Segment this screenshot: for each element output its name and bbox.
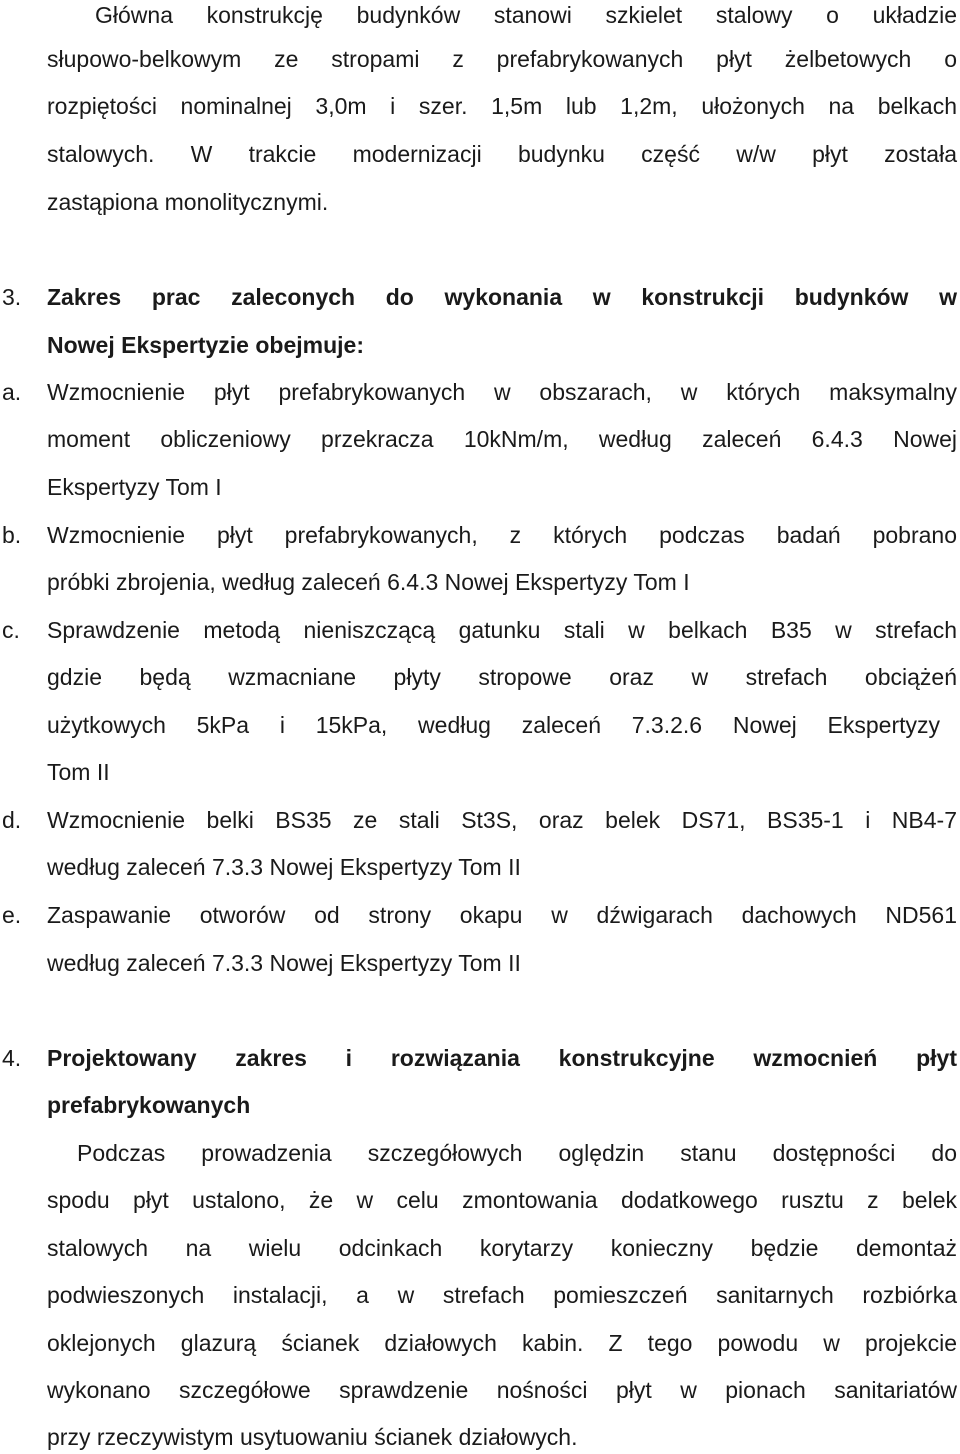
list-marker-e: e. bbox=[2, 902, 22, 928]
list-item-e-line-2: według zaleceń 7.3.3 Nowej Ekspertyzy Tom II bbox=[47, 950, 521, 976]
list-item-c-line-2: gdzie będą wzmacniane płyty stropowe oraz w strefach obciążeń bbox=[47, 664, 957, 690]
section-4-number: 4. bbox=[2, 1045, 22, 1071]
intro-line-4: stalowych. W trakcie modernizacji budynku część w/w płyt została bbox=[47, 141, 957, 167]
list-marker-c: c. bbox=[2, 617, 20, 643]
list-item-b-line-1: Wzmocnienie płyt prefabrykowanych, z których podczas badań pobrano bbox=[47, 522, 957, 548]
section-3-heading-line-2: Nowej Ekspertyzie obejmuje: bbox=[47, 332, 364, 358]
section-4-paragraph-line-7: przy rzeczywistym usytuowaniu ścianek działowych. bbox=[47, 1424, 578, 1450]
list-item-a-line-2: moment obliczeniowy przekracza 10kNm/m, według zaleceń 6.4.3 Nowej bbox=[47, 426, 957, 452]
section-4-heading-line-2: prefabrykowanych bbox=[47, 1092, 251, 1118]
intro-line-1: Główna konstrukcję budynków stanowi szkielet stalowy o układzie bbox=[95, 2, 957, 28]
section-3-number: 3. bbox=[2, 284, 22, 310]
list-marker-a: a. bbox=[2, 379, 22, 405]
section-4-paragraph-line-4: podwieszonych instalacji, a w strefach pomieszczeń sanitarnych rozbiórka bbox=[47, 1282, 957, 1308]
list-marker-b: b. bbox=[2, 522, 22, 548]
list-item-a-line-1: Wzmocnienie płyt prefabrykowanych w obszarach, w których maksymalny bbox=[47, 379, 957, 405]
section-4-paragraph-line-6: wykonano szczegółowe sprawdzenie nośności płyt w pionach sanitariatów bbox=[47, 1377, 957, 1403]
list-item-d-line-1: Wzmocnienie belki BS35 ze stali St3S, oraz belek DS71, BS35-1 i NB4-7 bbox=[47, 807, 957, 833]
intro-line-2: słupowo-belkowym ze stropami z prefabrykowanych płyt żelbetowych o bbox=[47, 46, 957, 72]
list-item-c-line-3: użytkowych 5kPa i 15kPa, według zaleceń 7.3.2.6 Nowej Ekspertyzy bbox=[47, 712, 940, 738]
list-item-a-line-3: Ekspertyzy Tom I bbox=[47, 474, 222, 500]
list-marker-d: d. bbox=[2, 807, 22, 833]
section-4-paragraph-line-1: Podczas prowadzenia szczegółowych oględzin stanu dostępności do bbox=[77, 1140, 957, 1166]
list-item-d-line-2: według zaleceń 7.3.3 Nowej Ekspertyzy Tom II bbox=[47, 854, 521, 880]
list-item-b-line-2: próbki zbrojenia, według zaleceń 6.4.3 Nowej Ekspertyzy Tom I bbox=[47, 569, 690, 595]
section-4-heading-line-1: Projektowany zakres i rozwiązania konstrukcyjne wzmocnień płyt bbox=[47, 1045, 957, 1071]
list-item-c-line-4: Tom II bbox=[47, 759, 110, 785]
section-4-paragraph-line-5: oklejonych glazurą ścianek działowych kabin. Z tego powodu w projekcie bbox=[47, 1330, 957, 1356]
section-3-heading-line-1: Zakres prac zaleconych do wykonania w konstrukcji budynków w bbox=[47, 284, 957, 310]
section-4-paragraph-line-3: stalowych na wielu odcinkach korytarzy konieczny będzie demontaż bbox=[47, 1235, 957, 1261]
intro-line-3: rozpiętości nominalnej 3,0m i szer. 1,5m lub 1,2m, ułożonych na belkach bbox=[47, 93, 957, 119]
section-4-paragraph-line-2: spodu płyt ustalono, że w celu zmontowania dodatkowego rusztu z belek bbox=[47, 1187, 957, 1213]
list-item-e-line-1: Zaspawanie otworów od strony okapu w dźwigarach dachowych ND561 bbox=[47, 902, 957, 928]
intro-line-5: zastąpiona monolitycznymi. bbox=[47, 189, 329, 215]
list-item-c-line-1: Sprawdzenie metodą nieniszczącą gatunku stali w belkach B35 w strefach bbox=[47, 617, 957, 643]
